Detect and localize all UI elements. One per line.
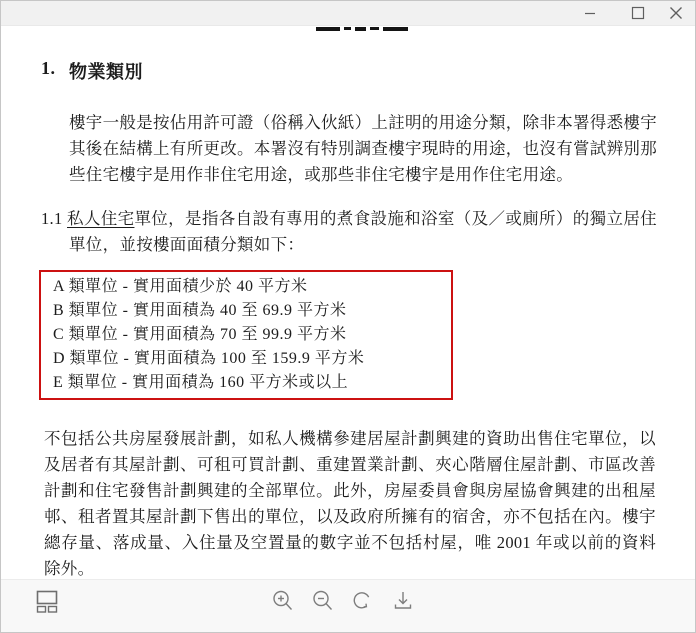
download-icon bbox=[390, 588, 416, 614]
rotate-button[interactable] bbox=[349, 587, 377, 615]
zoom-out-icon bbox=[310, 588, 336, 614]
document-page bbox=[1, 27, 695, 579]
bottom-toolbar bbox=[1, 579, 695, 632]
unit-class-line: D 類單位 - 實用面積為 100 至 159.9 平方米 bbox=[53, 350, 365, 367]
download-button[interactable] bbox=[389, 587, 417, 615]
intro-paragraph: 樓宇一般是按佔用許可證（俗稱入伙紙）上註明的用途分類，除非本署得悉樓宇其後在結構上有所更改。本署沒有特別調查樓宇現時的用途，也沒有嘗試辨別那些住宅樓宇是用作非住宅用途，或那些非住宅樓宇是用作住宅用途。 bbox=[69, 113, 657, 184]
zoom-in-icon bbox=[270, 588, 296, 614]
item-underlined-term: 私人住宅 bbox=[67, 209, 135, 228]
toolbar-center-group bbox=[0, 587, 690, 615]
titlebar bbox=[1, 1, 695, 26]
close-button[interactable] bbox=[657, 1, 695, 26]
item-text: 單位，是指各自設有專用的煮食設施和浴室（及／或廁所）的獨立居住單位，並按樓面面積分類如下： bbox=[69, 209, 657, 254]
clipped-page-header bbox=[316, 27, 408, 32]
section-heading bbox=[41, 58, 695, 84]
minimize-icon bbox=[580, 3, 600, 23]
maximize-icon bbox=[628, 3, 648, 23]
section-number: 1. bbox=[41, 58, 56, 78]
maximize-button[interactable] bbox=[619, 1, 657, 26]
minimize-button[interactable] bbox=[571, 1, 609, 26]
zoom-out-button[interactable] bbox=[309, 587, 337, 615]
unit-class-line: B 類單位 - 實用面積為 40 至 69.9 平方米 bbox=[53, 302, 347, 319]
unit-class-box bbox=[39, 270, 453, 400]
unit-class-line: E 類單位 - 實用面積為 160 平方米或以上 bbox=[53, 374, 349, 391]
rotate-icon bbox=[350, 588, 376, 614]
close-icon bbox=[666, 3, 686, 23]
item-1-1-paragraph bbox=[41, 206, 657, 258]
zoom-in-button[interactable] bbox=[269, 587, 297, 615]
unit-class-line: C 類單位 - 實用面積為 70 至 99.9 平方米 bbox=[53, 326, 347, 343]
section-title: 物業類別 bbox=[69, 62, 143, 82]
unit-class-line: A 類單位 - 實用面積少於 40 平方米 bbox=[53, 278, 308, 295]
exclusions-paragraph: 不包括公共房屋發展計劃，如私人機構參建居屋計劃興建的資助出售住宅單位，以及居者有其屋計劃、可租可買計劃、重建置業計劃、夾心階層住屋計劃、市區改善計劃和住宅發售計劃興建的全部單位。此外，房屋委員會與房屋協會興建的出租屋邨、租者置其屋計劃下售出的單位，以及政府所擁有的宿舍，亦不包括在內。樓宇總存量、落成量、入住量及空置量的數字並不包括村屋，唯 2001 年或以前的資料除外。 bbox=[44, 429, 656, 578]
item-number: 1.1 bbox=[41, 209, 63, 228]
